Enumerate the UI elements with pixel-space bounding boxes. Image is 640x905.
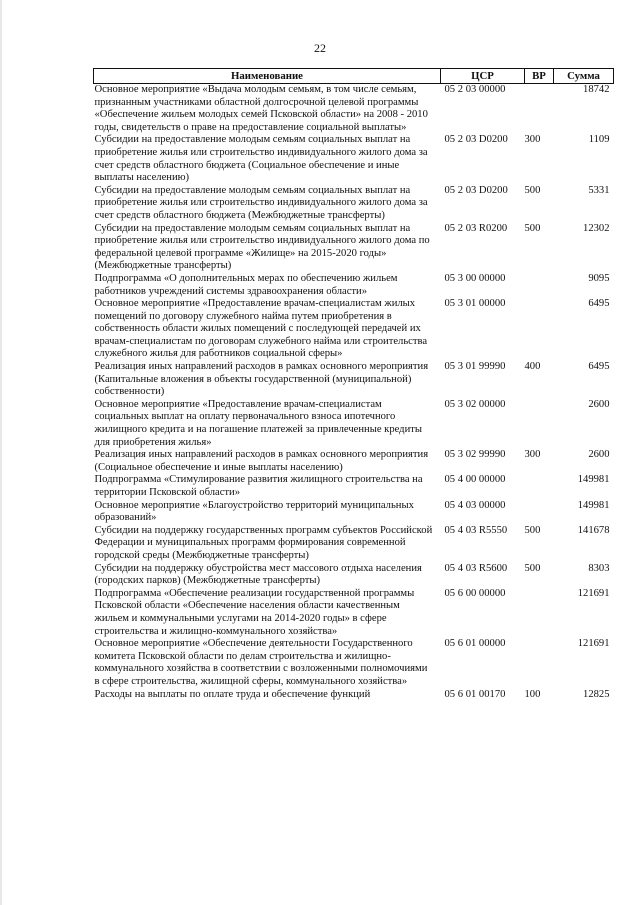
row-name-cell: Основное мероприятие «Выдача молодым семьям, в том числе семьям, признанным участниками областной долгосрочной целевой программы «Обеспечение жильем молодых семей Псковской области» на 2008 - 2010 годы, свидетельств о праве на предоставление социальной выплаты» bbox=[94, 84, 428, 133]
row-vr-cell: 500 bbox=[524, 222, 541, 234]
row-sum-cell: 2600 bbox=[588, 398, 610, 410]
row-name-cell: Расходы на выплаты по оплате труда и обеспечение функций bbox=[94, 688, 371, 700]
row-name-cell: Субсидии на поддержку обустройства мест массового отдыха населения (городских парков) (Межбюджетные трансферты) bbox=[94, 562, 422, 587]
row-sum-cell: 149981 bbox=[577, 499, 610, 511]
row-csr-cell: 05 2 03 00000 bbox=[444, 84, 506, 95]
scan-edge-shadow bbox=[0, 0, 2, 905]
row-csr-cell: 05 3 01 00000 bbox=[444, 298, 506, 310]
table-row bbox=[94, 638, 614, 688]
row-sum-cell: 18742 bbox=[583, 84, 610, 95]
row-vr-cell bbox=[525, 399, 554, 449]
table-row bbox=[94, 298, 614, 361]
row-vr-cell: 500 bbox=[524, 562, 541, 574]
row-vr-cell bbox=[525, 273, 554, 298]
row-sum-cell: 9095 bbox=[588, 272, 610, 284]
row-csr-cell: 05 3 00 00000 bbox=[444, 272, 506, 284]
row-name-cell: Основное мероприятие «Предоставление врачам-специалистам жилых помещений по договору служебного найма путем приобретения в собственность области жилых помещений с последующей передачей их врачам-специалистам по договорам служебного найма или строительства служебного жилья для работников социальной сферы» bbox=[94, 298, 428, 360]
table-body bbox=[94, 84, 614, 702]
row-vr-cell: 300 bbox=[524, 134, 541, 146]
header-csr: ЦСР bbox=[441, 69, 525, 84]
row-csr-cell: 05 2 03 D0200 bbox=[444, 134, 508, 146]
table-row bbox=[94, 185, 614, 223]
row-vr-cell: 100 bbox=[524, 688, 541, 700]
row-vr-cell bbox=[525, 298, 554, 361]
row-sum-cell: 12302 bbox=[583, 222, 610, 234]
table-row bbox=[94, 525, 614, 563]
row-csr-cell: 05 2 03 R0200 bbox=[444, 222, 508, 234]
row-vr-cell bbox=[525, 638, 554, 688]
page-number: 22 bbox=[314, 41, 326, 55]
row-sum-cell: 121691 bbox=[577, 638, 610, 650]
table-row bbox=[94, 449, 614, 474]
row-name-cell: Субсидии на предоставление молодым семьям социальных выплат на приобретение жилья или строительство индивидуального жилого дома по федеральной целевой программе «Жилище» на 2015-2020 годы» (Межбюджетные трансферты) bbox=[94, 222, 430, 272]
row-sum-cell: 1109 bbox=[588, 134, 610, 146]
row-vr-cell: 400 bbox=[524, 361, 541, 373]
table-row bbox=[94, 399, 614, 449]
header-row bbox=[94, 69, 614, 84]
row-csr-cell: 05 2 03 D0200 bbox=[444, 184, 508, 196]
row-vr-cell bbox=[525, 474, 554, 499]
table-row bbox=[94, 134, 614, 184]
row-csr-cell: 05 6 00 00000 bbox=[444, 587, 506, 599]
row-sum-cell: 141678 bbox=[577, 524, 610, 536]
table-row bbox=[94, 84, 614, 135]
table-row bbox=[94, 689, 614, 702]
table-row bbox=[94, 588, 614, 638]
header-vr: ВР bbox=[525, 69, 554, 84]
header-name: Наименование bbox=[94, 69, 441, 84]
row-csr-cell: 05 3 01 99990 bbox=[444, 361, 506, 373]
row-name-cell: Субсидии на предоставление молодым семьям социальных выплат на приобретение жилья или строительство индивидуального жилого дома за счет средств областного бюджета (Межбюджетные трансферты) bbox=[94, 184, 428, 221]
row-csr-cell: 05 4 03 R5600 bbox=[444, 562, 508, 574]
row-sum-cell: 6495 bbox=[588, 361, 610, 373]
table-row bbox=[94, 361, 614, 399]
row-name-cell: Субсидии на предоставление молодым семьям социальных выплат на приобретение жилья или строительство индивидуального жилого дома за счет средств областного бюджета (Социальное обеспечение и иные выплаты населению) bbox=[94, 134, 428, 184]
row-csr-cell: 05 4 00 00000 bbox=[444, 474, 506, 486]
row-vr-cell: 500 bbox=[524, 184, 541, 196]
table-row bbox=[94, 474, 614, 499]
row-vr-cell: 300 bbox=[524, 449, 541, 461]
row-sum-cell: 2600 bbox=[588, 449, 610, 461]
row-name-cell: Основное мероприятие «Предоставление врачам-специалистам социальных выплат на оплату первоначального взноса ипотечного жилищного кредита и на погашение платежей за привлеченные кредиты для приобретения жилья» bbox=[94, 398, 422, 448]
row-csr-cell: 05 4 03 00000 bbox=[444, 499, 506, 511]
row-sum-cell: 149981 bbox=[577, 474, 610, 486]
row-vr-cell bbox=[525, 588, 554, 638]
row-name-cell: Основное мероприятие «Благоустройство территорий муниципальных образований» bbox=[94, 499, 414, 524]
row-csr-cell: 05 4 03 R5550 bbox=[444, 524, 508, 536]
row-name-cell: Подпрограмма «О дополнительных мерах по обеспечению жильем работников учреждений системы здравоохранения области» bbox=[94, 272, 398, 297]
table-row bbox=[94, 223, 614, 273]
row-sum-cell: 5331 bbox=[588, 184, 610, 196]
row-csr-cell: 05 6 01 00170 bbox=[444, 688, 506, 700]
row-sum-cell: 6495 bbox=[588, 298, 610, 310]
table-row bbox=[94, 273, 614, 298]
row-vr-cell bbox=[525, 500, 554, 525]
row-vr-cell bbox=[525, 84, 554, 135]
row-name-cell: Субсидии на поддержку государственных программ субъектов Российской Федерации и муниципальных программ формирования современной городской среды (Межбюджетные трансферты) bbox=[94, 524, 433, 561]
row-csr-cell: 05 3 02 00000 bbox=[444, 398, 506, 410]
row-sum-cell: 8303 bbox=[588, 562, 610, 574]
row-csr-cell: 05 3 02 99990 bbox=[444, 449, 506, 461]
row-name-cell: Основное мероприятие «Обеспечение деятельности Государственного комитета Псковской области по делам строительства и жилищно-коммунального хозяйства в соответствии с возложенными полномочиями в сфере строительства, жилищной сферы, коммунального хозяйства» bbox=[94, 638, 428, 687]
row-name-cell: Реализация иных направлений расходов в рамках основного мероприятия (Капитальные вложения в объекты государственной (муниципальной) собственности) bbox=[94, 361, 429, 398]
table-header bbox=[94, 69, 614, 84]
row-vr-cell: 500 bbox=[524, 524, 541, 536]
row-name-cell: Реализация иных направлений расходов в рамках основного мероприятия (Социальное обеспечение и иные выплаты населению) bbox=[94, 449, 429, 473]
header-sum: Сумма bbox=[554, 69, 614, 84]
row-name-cell: Подпрограмма «Обеспечение реализации государственной программы Псковской области «Обеспечение населения области качественным жильем и коммунальными услугами на 2014-2020 годы» в сфере строительства и жилищно-коммунального хозяйства» bbox=[94, 587, 415, 637]
row-csr-cell: 05 6 01 00000 bbox=[444, 638, 506, 650]
row-sum-cell: 121691 bbox=[577, 587, 610, 599]
row-name-cell: Подпрограмма «Стимулирование развития жилищного строительства на территории Псковской области» bbox=[94, 474, 423, 498]
budget-table bbox=[93, 68, 614, 701]
row-sum-cell: 12825 bbox=[583, 688, 610, 700]
table-row bbox=[94, 563, 614, 588]
table-row bbox=[94, 500, 614, 525]
